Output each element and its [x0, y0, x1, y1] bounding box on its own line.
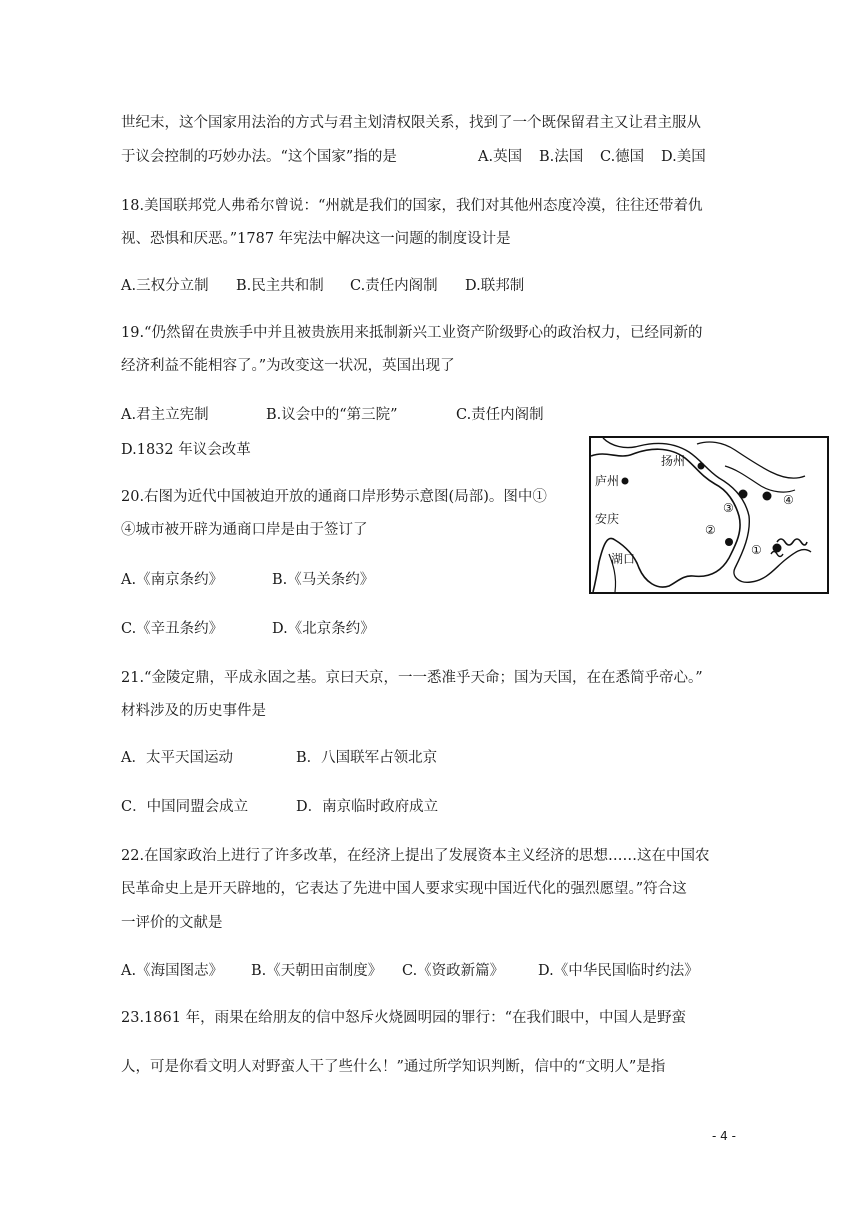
q18-text-line1: 18.美国联邦党人弗希尔曾说：“州就是我们的国家，我们对其他州态度冷漠，往往还带着仇 — [121, 198, 703, 214]
q19-text-line2: 经济利益不能相容了。”为改变这一状况，英国出现了 — [121, 358, 455, 374]
map-marker-1: ① — [751, 543, 762, 557]
q17-option-c: C.德国 — [600, 149, 645, 165]
map-label-anqing: 安庆 — [595, 512, 620, 526]
port-2-dot — [725, 538, 733, 546]
q22-text-line1: 22.在国家政治上进行了许多改革，在经济上提出了发展资本主义经济的思想……这在中国农 — [121, 848, 710, 864]
q20-text-line1: 20.右图为近代中国被迫开放的通商口岸形势示意图(局部)。图中① — [121, 489, 547, 505]
map-marker-3: ③ — [723, 501, 734, 515]
treaty-ports-map — [589, 436, 829, 594]
port-3-dot — [739, 490, 748, 499]
luzhou-dot — [622, 478, 629, 485]
q22-text-line2: 民革命史上是开天辟地的，它表达了先进中国人要求实现中国近代化的强烈愿望。”符合这 — [121, 881, 687, 897]
q20-option-b: B.《马关条约》 — [272, 572, 375, 588]
yangzhou-dot — [698, 463, 705, 470]
q18-option-b: B.民主共和制 — [236, 278, 324, 294]
q23-text-line2: 人，可是你看文明人对野蛮人干了些什么！”通过所学知识判断，信中的“文明人”是指 — [121, 1059, 666, 1075]
q19-option-d: D.1832 年议会改革 — [121, 442, 251, 458]
q17-option-a: A.英国 — [478, 149, 523, 165]
map-label-luzhou: 庐州 — [595, 474, 620, 488]
map-marker-4: ④ — [783, 493, 794, 507]
page-number: - 4 - — [712, 1129, 736, 1143]
q22-option-c: C.《资政新篇》 — [402, 963, 505, 979]
q22-text-line3: 一评价的文献是 — [121, 915, 223, 931]
q23-text-line1: 23.1861 年，雨果在给朋友的信中怒斥火烧圆明园的罪行：“在我们眼中，中国人是野蛮 — [121, 1010, 686, 1026]
q20-option-c: C.《辛丑条约》 — [121, 621, 224, 637]
q19-option-a: A.君主立宪制 — [121, 407, 209, 423]
q18-option-d: D.联邦制 — [465, 278, 525, 294]
q21-text-line2: 材料涉及的历史事件是 — [121, 703, 266, 719]
q17-text-line2: 于议会控制的巧妙办法。“这个国家”指的是 — [121, 149, 397, 165]
q20-option-a: A.《南京条约》 — [121, 572, 224, 588]
q20-option-d: D.《北京条约》 — [272, 621, 375, 637]
port-4-dot — [763, 492, 772, 501]
q17-option-d: D.美国 — [661, 149, 706, 165]
q17-text-line1: 世纪末，这个国家用法治的方式与君主划清权限关系，找到了一个既保留君主又让君主服从 — [121, 115, 701, 131]
q19-option-c: C.责任内阁制 — [456, 407, 544, 423]
q18-text-line2: 视、恐惧和厌恶。”1787 年宪法中解决这一问题的制度设计是 — [121, 231, 511, 247]
q18-option-a: A.三权分立制 — [121, 278, 209, 294]
q19-option-b: B.议会中的“第三院” — [266, 407, 398, 423]
map-label-yangzhou: 扬州 — [661, 454, 686, 468]
q21-option-a: A．太平天国运动 — [121, 750, 233, 766]
map-border — [590, 437, 828, 593]
q22-option-d: D.《中华民国临时约法》 — [538, 963, 699, 979]
port-1-dot — [773, 544, 782, 553]
map-label-hukou: 湖口 — [611, 552, 636, 566]
q21-option-b: B．八国联军占领北京 — [296, 750, 438, 766]
q19-text-line1: 19.“仍然留在贵族手中并且被贵族用来抵制新兴工业资产阶级野心的政治权力，已经同新的 — [121, 325, 703, 341]
q20-text-line2: ④城市被开辟为通商口岸是由于签订了 — [121, 522, 368, 538]
q21-option-d: D．南京临时政府成立 — [296, 799, 439, 815]
map-marker-2: ② — [705, 523, 716, 537]
q18-option-c: C.责任内阁制 — [350, 278, 438, 294]
q17-option-b: B.法国 — [539, 149, 584, 165]
q21-option-c: C．中国同盟会成立 — [121, 799, 249, 815]
q22-option-b: B.《天朝田亩制度》 — [251, 963, 383, 979]
q21-text-line1: 21.“金陵定鼎，平成永固之基。京曰天京，一一悉准乎天命；国为天国，在在悉简乎帝心。” — [121, 670, 703, 686]
q22-option-a: A.《海国图志》 — [121, 963, 224, 979]
